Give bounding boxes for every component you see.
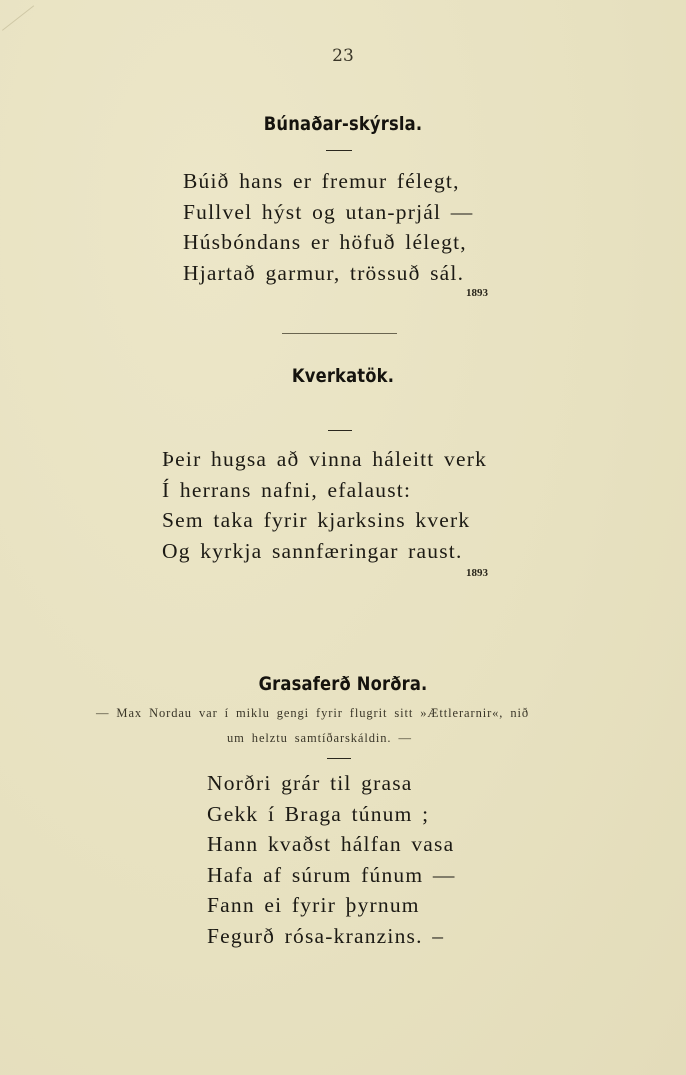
poem-line: Hafa af súrum fúnum — bbox=[207, 862, 456, 887]
poem-line: Fullvel hýst og utan-prjál — bbox=[183, 199, 474, 224]
poem-title-grasaferd-nordra: Grasaferð Norðra. bbox=[258, 673, 428, 695]
epigraph-note-line: um helztu samtíðarskáldin. — bbox=[227, 731, 412, 745]
poem-line: Norðri grár til grasa bbox=[207, 771, 413, 795]
poem-line: Þeir hugsa að vinna háleitt verk bbox=[162, 447, 488, 471]
page-number: 23 bbox=[332, 46, 354, 66]
poem-line: Fann ei fyrir þyrnum bbox=[207, 893, 420, 917]
poem-title-kverkatok: Kverkatök. bbox=[291, 365, 395, 387]
epigraph-note-line: — Max Nordau var í miklu gengi fyrir flugrit sitt »Ættlerarnir«, nið bbox=[96, 706, 530, 720]
poem-line: Sem taka fyrir kjarksins kverk bbox=[162, 508, 471, 532]
poem-line: Hjartað garmur, trössuð sál. bbox=[183, 260, 465, 285]
poem-year: 1893 bbox=[466, 567, 488, 579]
title-rule bbox=[328, 430, 352, 431]
title-rule bbox=[326, 150, 352, 151]
poem-line: Fegurð rósa-kranzins. – bbox=[207, 923, 445, 948]
poem-line: Gekk í Braga túnum ; bbox=[207, 801, 430, 826]
scan-artifact-line bbox=[2, 5, 34, 30]
poem-title-bunadar-skyrsla: Búnaðar-skýrsla. bbox=[263, 113, 423, 135]
poem-year: 1893 bbox=[466, 287, 488, 299]
poem-body-kverkatok bbox=[162, 444, 487, 566]
section-divider bbox=[282, 333, 397, 334]
poem-line: Búið hans er fremur félegt, bbox=[183, 169, 460, 193]
title-rule bbox=[327, 758, 351, 759]
poem-body-bunadar-skyrsla bbox=[183, 166, 473, 288]
poem-line: Hann kvaðst hálfan vasa bbox=[207, 832, 455, 856]
poem-line: Og kyrkja sannfæringar raust. bbox=[162, 538, 463, 563]
poem-line: Húsbóndans er höfuð lélegt, bbox=[183, 230, 467, 254]
poem-body-grasaferd-nordra bbox=[207, 768, 456, 951]
poem-line: Í herrans nafni, efalaust: bbox=[162, 477, 412, 502]
